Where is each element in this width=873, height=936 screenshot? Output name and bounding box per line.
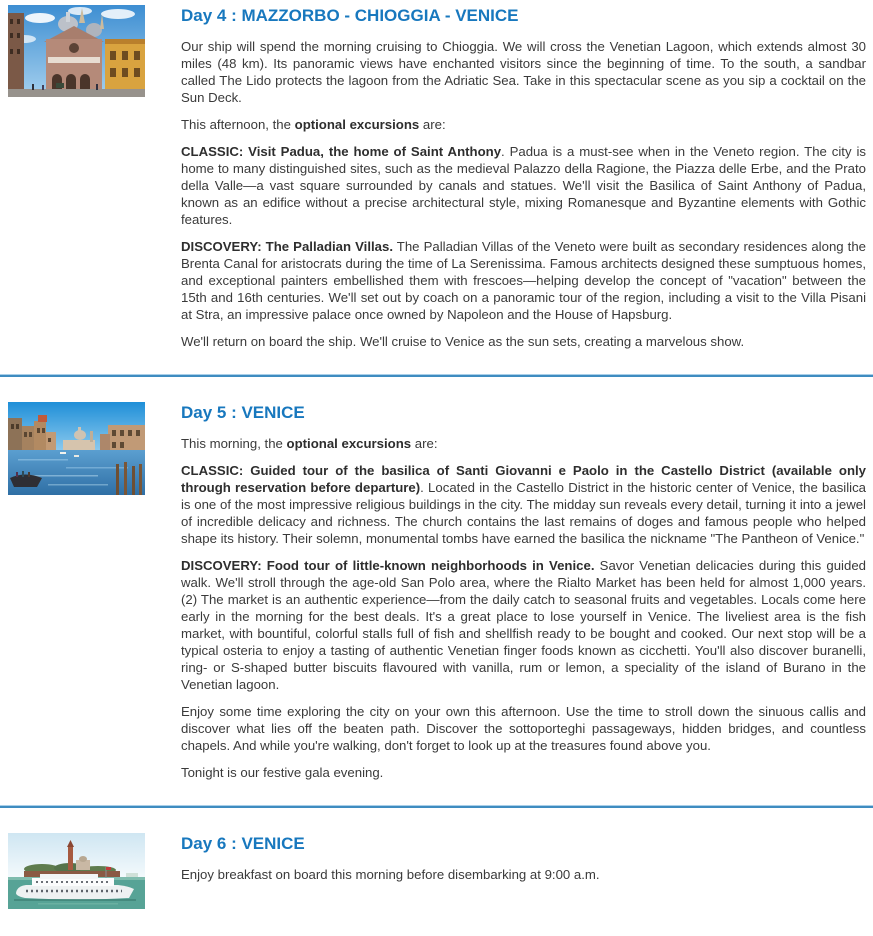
section-heading: Day 6 : VENICE: [181, 834, 305, 853]
cruise-ship-illustration: [8, 833, 145, 909]
text-run: The Palladian Villas of the Veneto were built as secondary residences along the Brenta Canal for aristocrats during the time of La Serenissima. Famous architects designed these sumptuous homes, and exceptional painters embellished them with frescoes—helping develop the concept of "vacation" between the 15th and 16th centuries. We'll set out by coach on a panoramic tour of the region, including a visit to the Villa Pisani at Stra, an impressive palace once owned by Napoleon and the House of Hapsburg.: [181, 239, 866, 322]
text-run: This afternoon, the: [181, 117, 295, 132]
paragraph: [181, 333, 866, 350]
paragraph: [181, 764, 866, 781]
text-run: Our ship will spend the morning cruising to Chioggia. We will cross the Venetian Lagoon, which extends almost 30 miles (48 km). Its panoramic views have enchanted visitors since the beginning of time. To the south, a sandbar called The Lido protects the lagoon from the Adriatic Sea. Take in this spectacular scene as you sip a cocktail on the Sun Deck.: [181, 39, 866, 105]
paragraph: [181, 435, 866, 452]
text-run: are:: [411, 436, 438, 451]
bold-text-run: CLASSIC: Guided tour of the basilica of Santi Giovanni e Paolo in the Castello District (available only through reservation before departure): [181, 463, 866, 495]
text-run: are:: [419, 117, 446, 132]
venice-grand-canal-photo: [8, 402, 145, 495]
section-body: [181, 866, 866, 883]
paragraph: [181, 38, 866, 106]
section-heading: Day 4 : MAZZORBO - CHIOGGIA - VENICE: [181, 6, 519, 25]
section-body: [181, 38, 866, 350]
paragraph: [181, 116, 866, 133]
section-heading: Day 5 : VENICE: [181, 403, 305, 422]
day-5-section: [8, 377, 866, 805]
bold-text-run: optional excursions: [286, 436, 412, 451]
photo-column: [8, 833, 145, 909]
bold-text-run: CLASSIC: Visit Padua, the home of Saint Anthony: [181, 144, 502, 159]
photo-column: [8, 5, 145, 97]
day-6-section: [8, 808, 866, 913]
text-run: We'll return on board the ship. We'll cruise to Venice as the sun sets, creating a marvelous show.: [181, 334, 745, 349]
grand-canal-illustration: [8, 402, 145, 495]
text-run: Savor Venetian delicacies during this guided walk. We'll stroll through the age-old San Polo area, where the Rialto Market has been held for almost 1,000 years.(2) The market is an authentic experience—from the daily catch to seasonal fruits and vegetables. Locals come here early in the morning for the best deals. It's a great place to lose yourself in Venice. The liveliest area is the fish market, with bountiful, colorful stalls full of fish and shellfish ready to be bought and cooked. Our next stop will be a typical osteria to enjoy a tasting of authentic Venetian finger foods known as cicchetti. You'll also discover buranelli, ring- or S-shaped butter biscuits flavoured with vanilla, rum or lemon, a speciality of the island of Burano in the Venetian lagoon.: [181, 558, 866, 692]
padua-basilica-photo: [8, 5, 145, 97]
text-run: . Padua is a must-see when in the Veneto region. The city is home to many distinguished sites, such as the medieval Palazzo della Ragione, the Piazza delle Erbe, and the Prato della Valle—a vast square surrounded by canals and statues. We'll visit the Basilica of Saint Anthony of Padua, known as an edifice without a precise architectural style, mixing Romanesque and Byzantine elements with Gothic features.: [181, 144, 866, 227]
text-column: [181, 833, 866, 883]
text-column: [181, 402, 866, 781]
photo-column: [8, 402, 145, 495]
paragraph: [181, 238, 866, 323]
bold-text-run: optional excursions: [294, 117, 420, 132]
section-body: [181, 435, 866, 781]
paragraph: [181, 866, 866, 883]
venice-cruise-ship-photo: [8, 833, 145, 909]
padua-basilica-illustration: [8, 5, 145, 97]
text-column: [181, 5, 866, 350]
paragraph: [181, 143, 866, 228]
paragraph: [181, 703, 866, 754]
paragraph: [181, 462, 866, 547]
bold-text-run: DISCOVERY: Food tour of little-known neighborhoods in Venice.: [181, 558, 595, 573]
text-run: Tonight is our festive gala evening.: [181, 765, 384, 780]
text-run: Enjoy breakfast on board this morning before disembarking at 9:00 a.m.: [181, 867, 600, 882]
text-run: . Located in the Castello District in the historic center of Venice, the basilica is one of the most impressive religious buildings in the city. The midday sun reveals every detail, turning it into a jewel of incredible delicacy and richness. The church contains the last remains of doges and famous people who helped shape its history. Their solemn, monumental tombs have earned the basilica the nickname "The Pantheon of Venice.": [181, 480, 867, 546]
paragraph: [181, 557, 866, 693]
text-run: This morning, the: [181, 436, 287, 451]
bold-text-run: DISCOVERY: The Palladian Villas.: [181, 239, 393, 254]
day-4-section: [8, 5, 866, 374]
text-run: Enjoy some time exploring the city on your own this afternoon. Use the time to stroll down the sinuous callis and discover what lies off the beaten path. Discover the sottoporteghi passageways, hidden bridges, and countless chapels. And while you're walking, don't forget to look up at the treasures found above you.: [181, 704, 866, 753]
